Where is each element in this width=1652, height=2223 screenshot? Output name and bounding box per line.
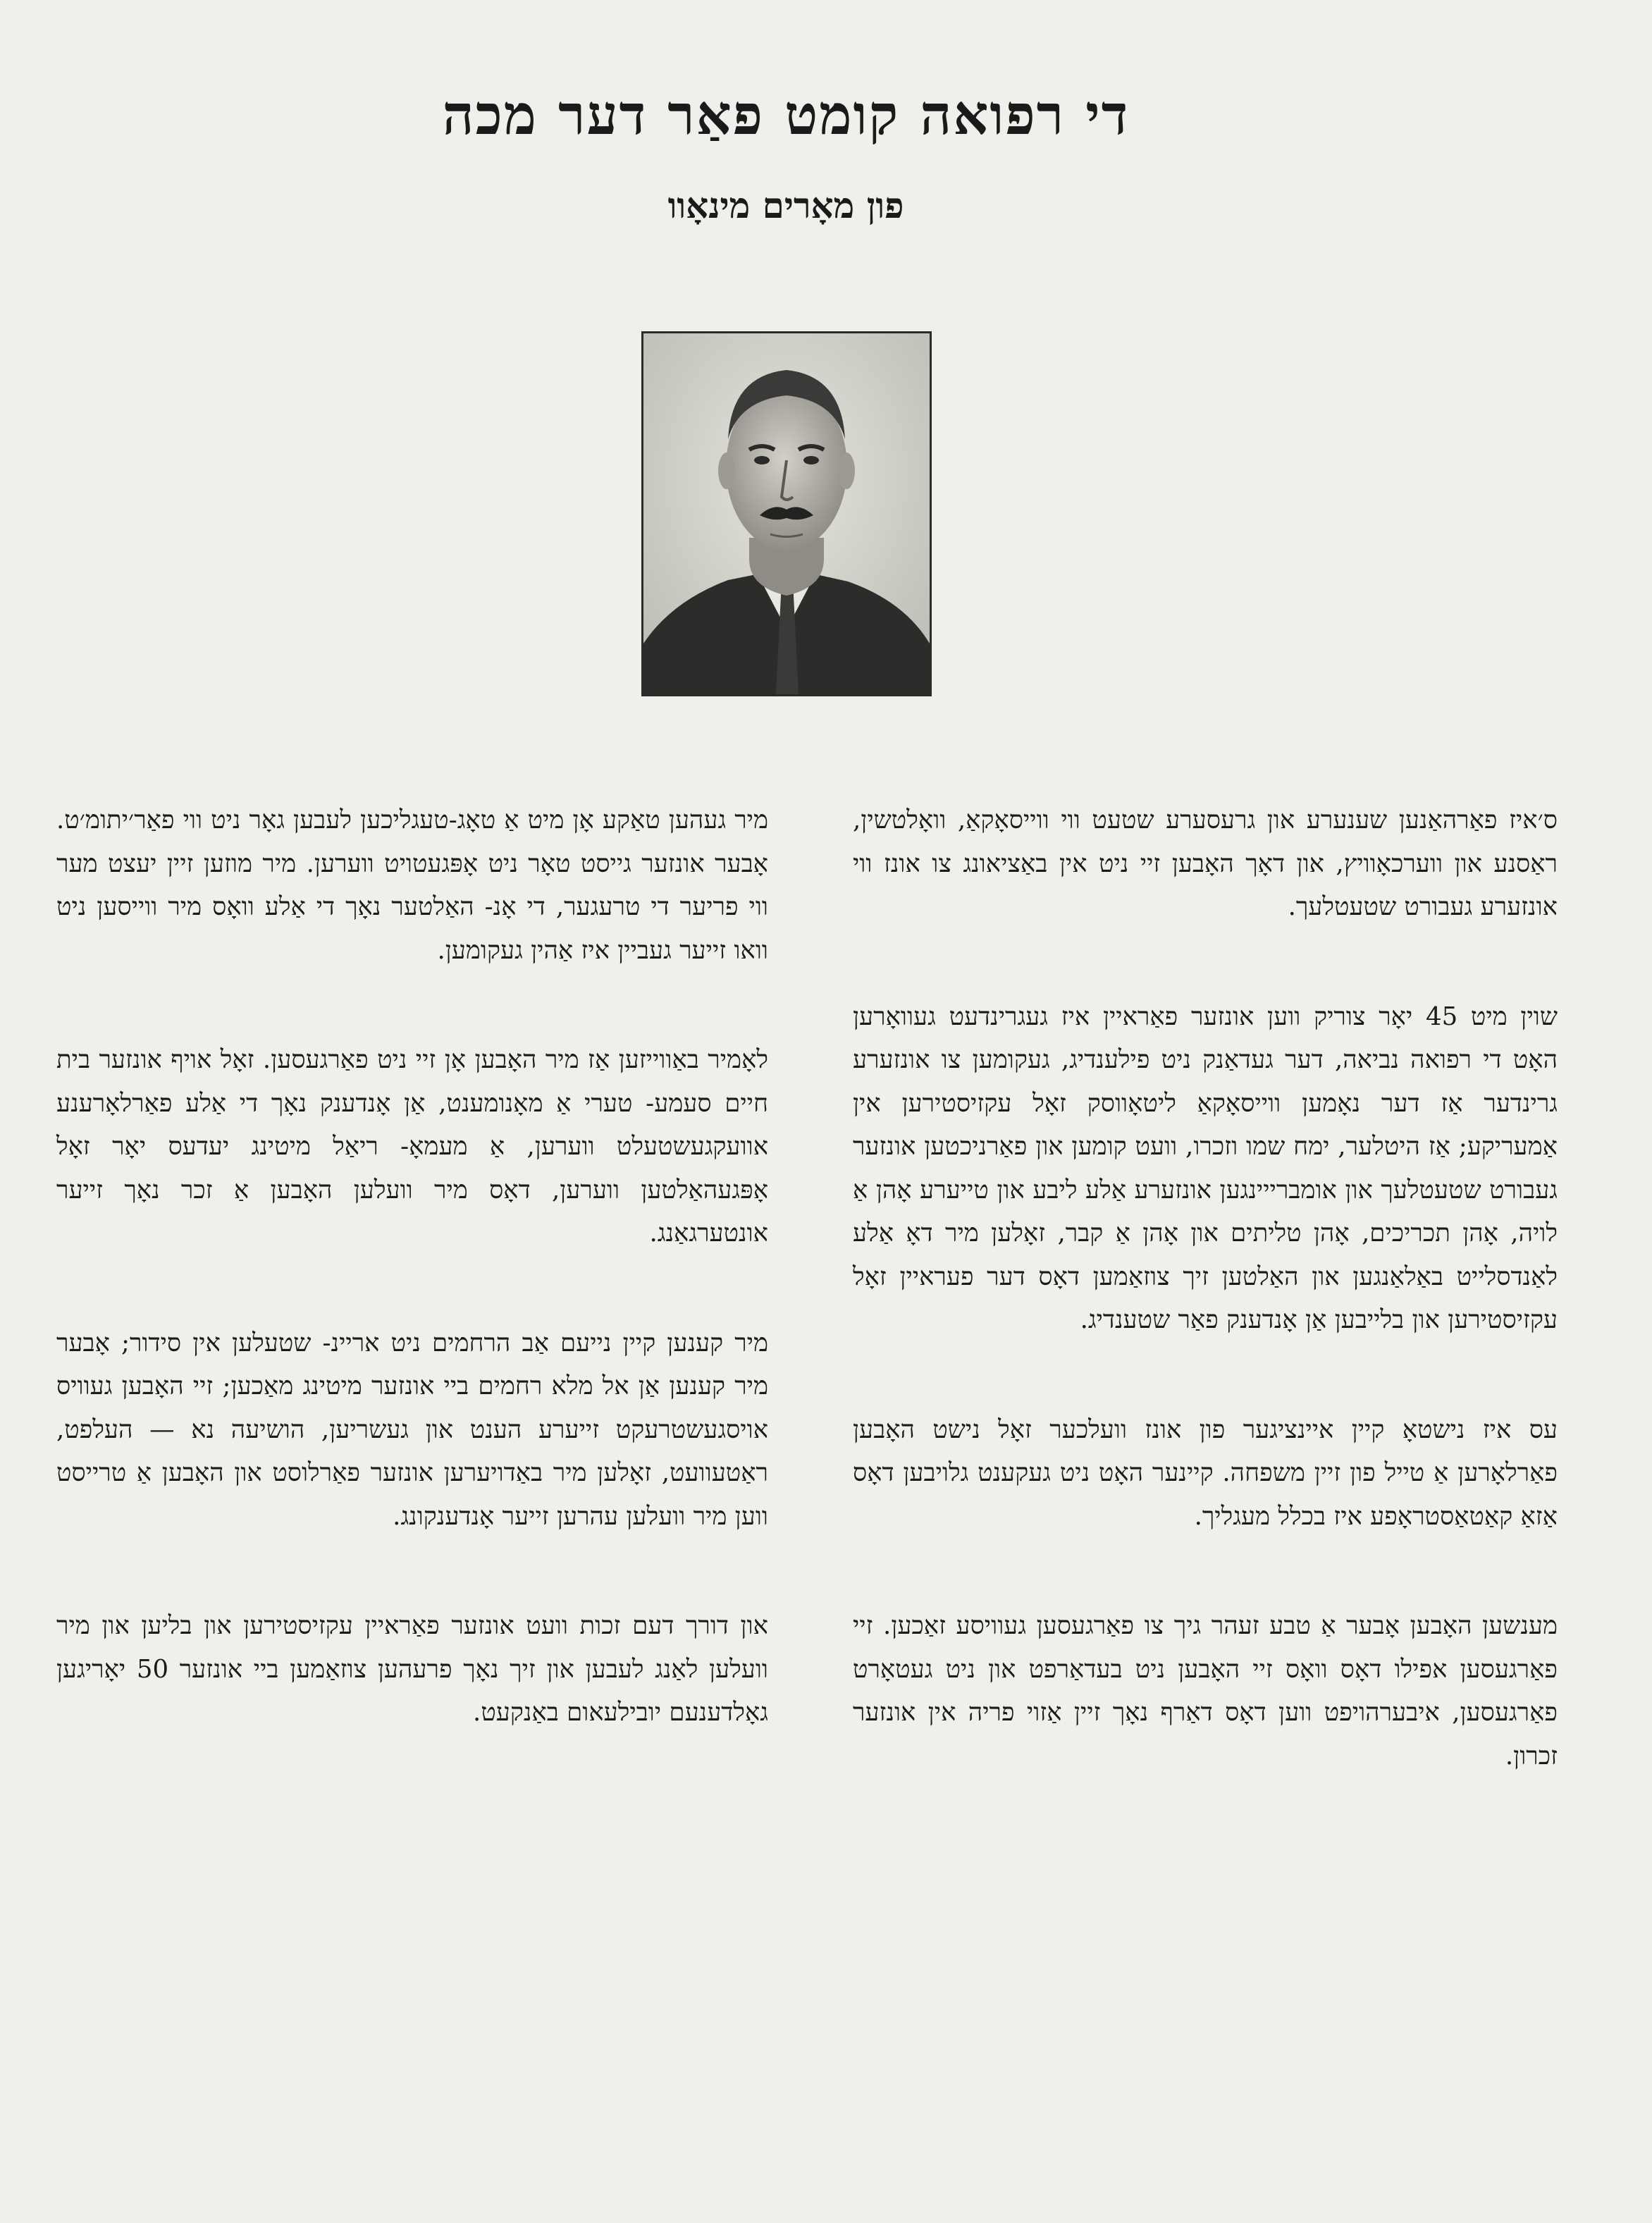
article-byline: פון מאָרים מינאָוו bbox=[667, 185, 904, 226]
paragraph: מיר געהען טאַקע אָן מיט אַ טאָג-טעגליכען לעבען גאָר ניט ווי פאַר׳יתומ׳ט. אָבער אונזער גייסט טאָר ניט אָפּגעטויט ווערען. מיר מוזען זיין יעצט מער ווי פריער די טרעגער, די אָנ- האַלטער נאָך די אַלע וואָס מיר ווייסען ניט וואו זייער געביין איז אַהין געקומען. bbox=[56, 806, 768, 965]
paragraph: מיר קענען קיין נייעם אַב הרחמים ניט אריינ- שטעלען אין סידור; אָבער מיר קענען אַן אל מלא רחמים ביי אונזער מיטינג מאַכען; זיי האָבען געוויס אויסגעשטרעקט זייערע הענט און געשריען, הושיעה נא — העלפט, ראַטעוועט, זאָלען מיר באַדויערען אונזער פאַרלוסט און האָבען אַ טרייסט ווען מיר וועלען עהרען זייער אָנדענקונג. bbox=[56, 1328, 768, 1531]
article-title: די רפואה קומט פאַר דער מכה bbox=[442, 83, 1130, 147]
paragraph: שוין מיט 45 יאָר צוריק ווען אונזער פאַראיין איז געגרינדעט געוואָרען האָט די רפואה נביאה, דער געדאַנק ניט פילענדיג, געקומען צו אונזערע גרינדער אַז דער נאָמען ווייסאָקאַ ליטאָווסק זאָל עקזיסטירען אין אַמעריקע; אַז היטלער, ימח שמו וזכרו, וועט קומען און פאַרניכטען אונזער געבורט שטעטלעך און אומברייינגען אונזערע אַלע ליבע און טייערע אָהן אַ לויה, אָהן תכריכים, אָהן טליתים און אָהן אַ קבר, זאָלען מיר דאָ אַלע לאַנדסלייט באַלאַנגען און האַלטען זיך צוזאַמען דאָס דער פעראיין זאָל עקזיסטירען און בלייבען אַן אָנדענק פאַר שטענדיג. bbox=[853, 1002, 1558, 1334]
paragraph: עס איז נישטאָ קיין איינציגער פון אונז וועלכער זאָל נישט האָבען פאַרלאָרען אַ טייל פון זיין משפחה. קיינער האָט ניט געקענט גלויבען דאָס אַזאַ קאַטאַסטראָפע איז בכלל מעגליך. bbox=[853, 1415, 1558, 1531]
portrait-photo bbox=[641, 331, 932, 696]
portrait-icon bbox=[643, 333, 930, 694]
article-column-right bbox=[853, 799, 1558, 1778]
article-column-left bbox=[56, 799, 768, 1735]
paragraph: ס׳איז פאַרהאַנען שענערע און גרעסערע שטעט ווי ווייסאָקאַ, וואָלטשין, ראַסנע און ווערכאָוויץ, און דאָך האָבען זיי ניט אין באַציאונג צו אונז ווי אונזערע געבורט שטעטלעך. bbox=[853, 806, 1558, 921]
paragraph: און דורך דעם זכות וועט אונזער פאַראיין עקזיסטירען און בליען און מיר וועלען לאַנג לעבען און זיך נאָך פרעהען צוזאַמען ביי אונזער 50 יאָריגען גאָלדענעם יובילעאום באַנקעט. bbox=[56, 1611, 768, 1727]
paragraph: מענשען האָבען אָבער אַ טבע זעהר גיך צו פאַרגעסען געוויסע זאַכען. זיי פאַרגעסען אפילו דאָס וואָס זיי האָבען ניט בעדאַרפט און ניט געטאָרט פאַרגעסען, איבערהויפט ווען דאָס דאַרף נאָך זיין אַזוי פריה אין אונזער זכרון. bbox=[853, 1611, 1558, 1771]
paragraph: לאָמיר באַווייזען אַז מיר האָבען אָן זיי ניט פאַרגעסען. זאָל אויף אונזער בית חיים סעמע- טערי אַ מאָנומענט, אַן אָנדענק נאָך די אַלע פאַרלאָרענע אוועקגעשטעלט ווערען, אַ מעמאָ- ריאַל מיטינג יעדעס יאָר זאָל אָפּגעהאַלטען ווערען, דאָס מיר וועלען האָבען אַ זכר נאָך זייער אונטערגאַנג. bbox=[56, 1045, 768, 1248]
